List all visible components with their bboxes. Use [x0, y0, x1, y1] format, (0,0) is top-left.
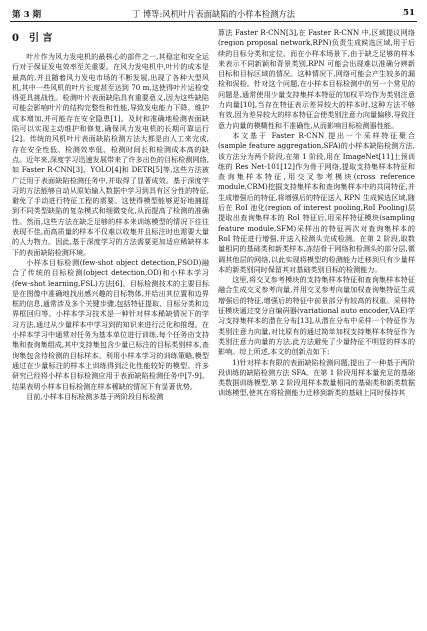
left-column — [12, 28, 209, 628]
intro-paragraph-1: 叶片作为风力发电机的最核心的部件之一,其稳定和安全运行对于保证发电效率至关重要。在风力发电机中,叶片的成本是最高的,并且随着风力发电市场的不断发展,出现了各种大型风机,其中一些风机的叶片长度甚至达到 70 m,这使得叶片运检变得更具挑战性。检测叶片表面缺陷具有重要意义,因为这些缺陷可能会影响叶片的结构完整性和性能,导致发电能力下降、维护成本增加,并可能存在安全隐患[1]。及时和准确地检测表面缺陷可以实现主动维护和修复,确保风力发电机的长期可靠运行[2]。传统的风机叶片表面缺陷检测方法大都是由人工来完成,存在安全性低、检测效率低、检测时间长和检测成本高的缺点。近年来,深度学习迅速发展带来了许多出色的目标检测网络,如 Faster R-CNN[3]、YOLO[4]和 DETR[5]等,这些方法被广泛用于表面缺陷检测任务中,并取得了显著成效。基于深度学习的方法能够自动从原始输入数据中学习到具有区分性的特征,避免了手动进行特征工程的需要。这使得模型能够更好地捕捉到不同类型缺陷的复杂模式和细微变化,从而提高了检测的准确性。然而,这些方法在缺乏足够的样本来训练模型的情况下往往表现不佳,而高质量的样本不仅难以收集并且标注时也需要大量的人力物力。因此,基于深度学习的方法需要更加适应稀缺样本下的表面缺陷检测环境。 — [12, 52, 209, 257]
body-paragraph-3: 这里,将交叉参考模块的支持集样本特征和查询集样本特征融合生成交叉参考向量,并用交叉参考向量加权查询集特征生成增强后的特征,增强后的特征中前景部分有较高的权重。采样特征模块通过变分自编码器(variational auto encoder,VAE)学习支持集样本的潜在分布[13],从潜在分布中采样一个特征作为类别注意力向量,对比原有的通过简单加权支持集样本特征作为类别注意力向量的方法,此方法避免了少量特征不明显的样本的影响。综上所述,本文的创新点如下: — [218, 275, 415, 357]
body-paragraph-1: 算法 Faster R-CNN[3],在 Faster R-CNN 中,区域提议网络(region proposal network,RPN)负责生成候选区域,用于后续的目标分类和定位。而在小样本场景下,由于缺乏足够的样本来表示不同新颖和背景类别,RPN 可能会出现难以准确分辨新目标和目标区域的情况。这种情况下,网络可能会产生较多的漏检和误检。针对这个问题,在小样本目标检测中的另一个常见的问题是,通常使用少量支持集样本特征的加权平均作为类别注意力向量[10],当存在特征表示差异较大的样本时,这种方法不够有效,因为差异较大的样本特征会使类别注意力向量偏移,导致注意力向量的模糊性和不准确性,从而影响目标检测器性能。 — [218, 28, 415, 130]
intro-paragraph-2: 小样本目标检测(few-shot object detection,FSOD)融合了传统的目标检测(object detection,OD)和小样本学习(few-shot learning,FSL)方法[6]。目标检测技术的主要目标是在图像中准确地找出感兴趣的目标物体,并给出其位置和边界框的信息,通常涉及多个关键步骤,包括特征提取、目标分类和边界框回归等。小样本学习技术是一种针对样本稀缺情况下的学习方法,通过从少量样本中学习到的知识来进行泛化和推理。在小样本学习中通常对任务为基本单位进行训练,每个任务由支持集和查询集组成,其中支持集包含少量已标注的目标类别样本,查询集包含待检测的目标样本。利用小样本学习的训练策略,模型通过在少量标注的样本上训练得到泛化性能较好的模型。许多研究已经将小样本目标检测应用于表面缺陷检测任务中[7-9]。结果表明小样本目标检测在样本稀缺的情况下有显著优势。 — [12, 257, 209, 391]
section-number: 0 — [12, 33, 19, 44]
issue-number: 第 3 期 — [12, 10, 42, 20]
page-header — [0, 6, 427, 22]
right-column — [218, 28, 415, 628]
intro-paragraph-3: 目前,小样本目标检测多基于两阶段目标检测 — [26, 391, 164, 401]
section-title: 引 言 — [28, 33, 53, 44]
header-rule — [10, 21, 417, 22]
body-paragraph-2: 本文基于 Faster R-CNN 提出一个采样特征聚合(sample feature aggregation,SFA)的小样本缺陷检测方法,该方法分为两个阶段,在第 1 阶段,用在 ImageNet[11]上预训练的 Res Net-101[12]作为骨干网络,提取支持集样本特征和查询集样本特征,用交叉参考模块(cross reference module,CRM)挖掘支持集样本和查询集样本中的共同特征,并生成增强后的特征,将增强后的特征送入 RPN 生成候选区域,随后在 RoI 池化(region of interest pooling,RoI Pooling)层提取出查询集样本的 RoI 特征后,用采样特征模块(sampling feature module,SFM)采样出的特征再次对查询集样本的 RoI 特征进行增强,并送入检测头完成检测。在第 2 阶段,取数量相同的基础类和新类样本,冻结骨干网络和检测头的部分层,微调其他层的网络,以此实现将模型的检测能力迁移到只有少量样本的新类别同时保留其对基础类别目标的检测能力。 — [218, 130, 415, 274]
page-number: 51 — [403, 8, 415, 18]
running-title: 丁 博等:风机叶片表面缺陷的小样本检测方法 — [131, 9, 296, 19]
contribution-paragraph-1: 1)针对样本有限的表面缺陷检测问题,提出了一种基于两阶段训练的缺陷检测方法 SFA。在第 1 阶段用样本量充足的基础类数据训练模型,第 2 阶段用样本数量相同的基础类和新类数据训练模型,使其在将检测能力迁移到新类的基础上同时保持其 — [218, 357, 415, 398]
section-heading — [12, 30, 209, 48]
